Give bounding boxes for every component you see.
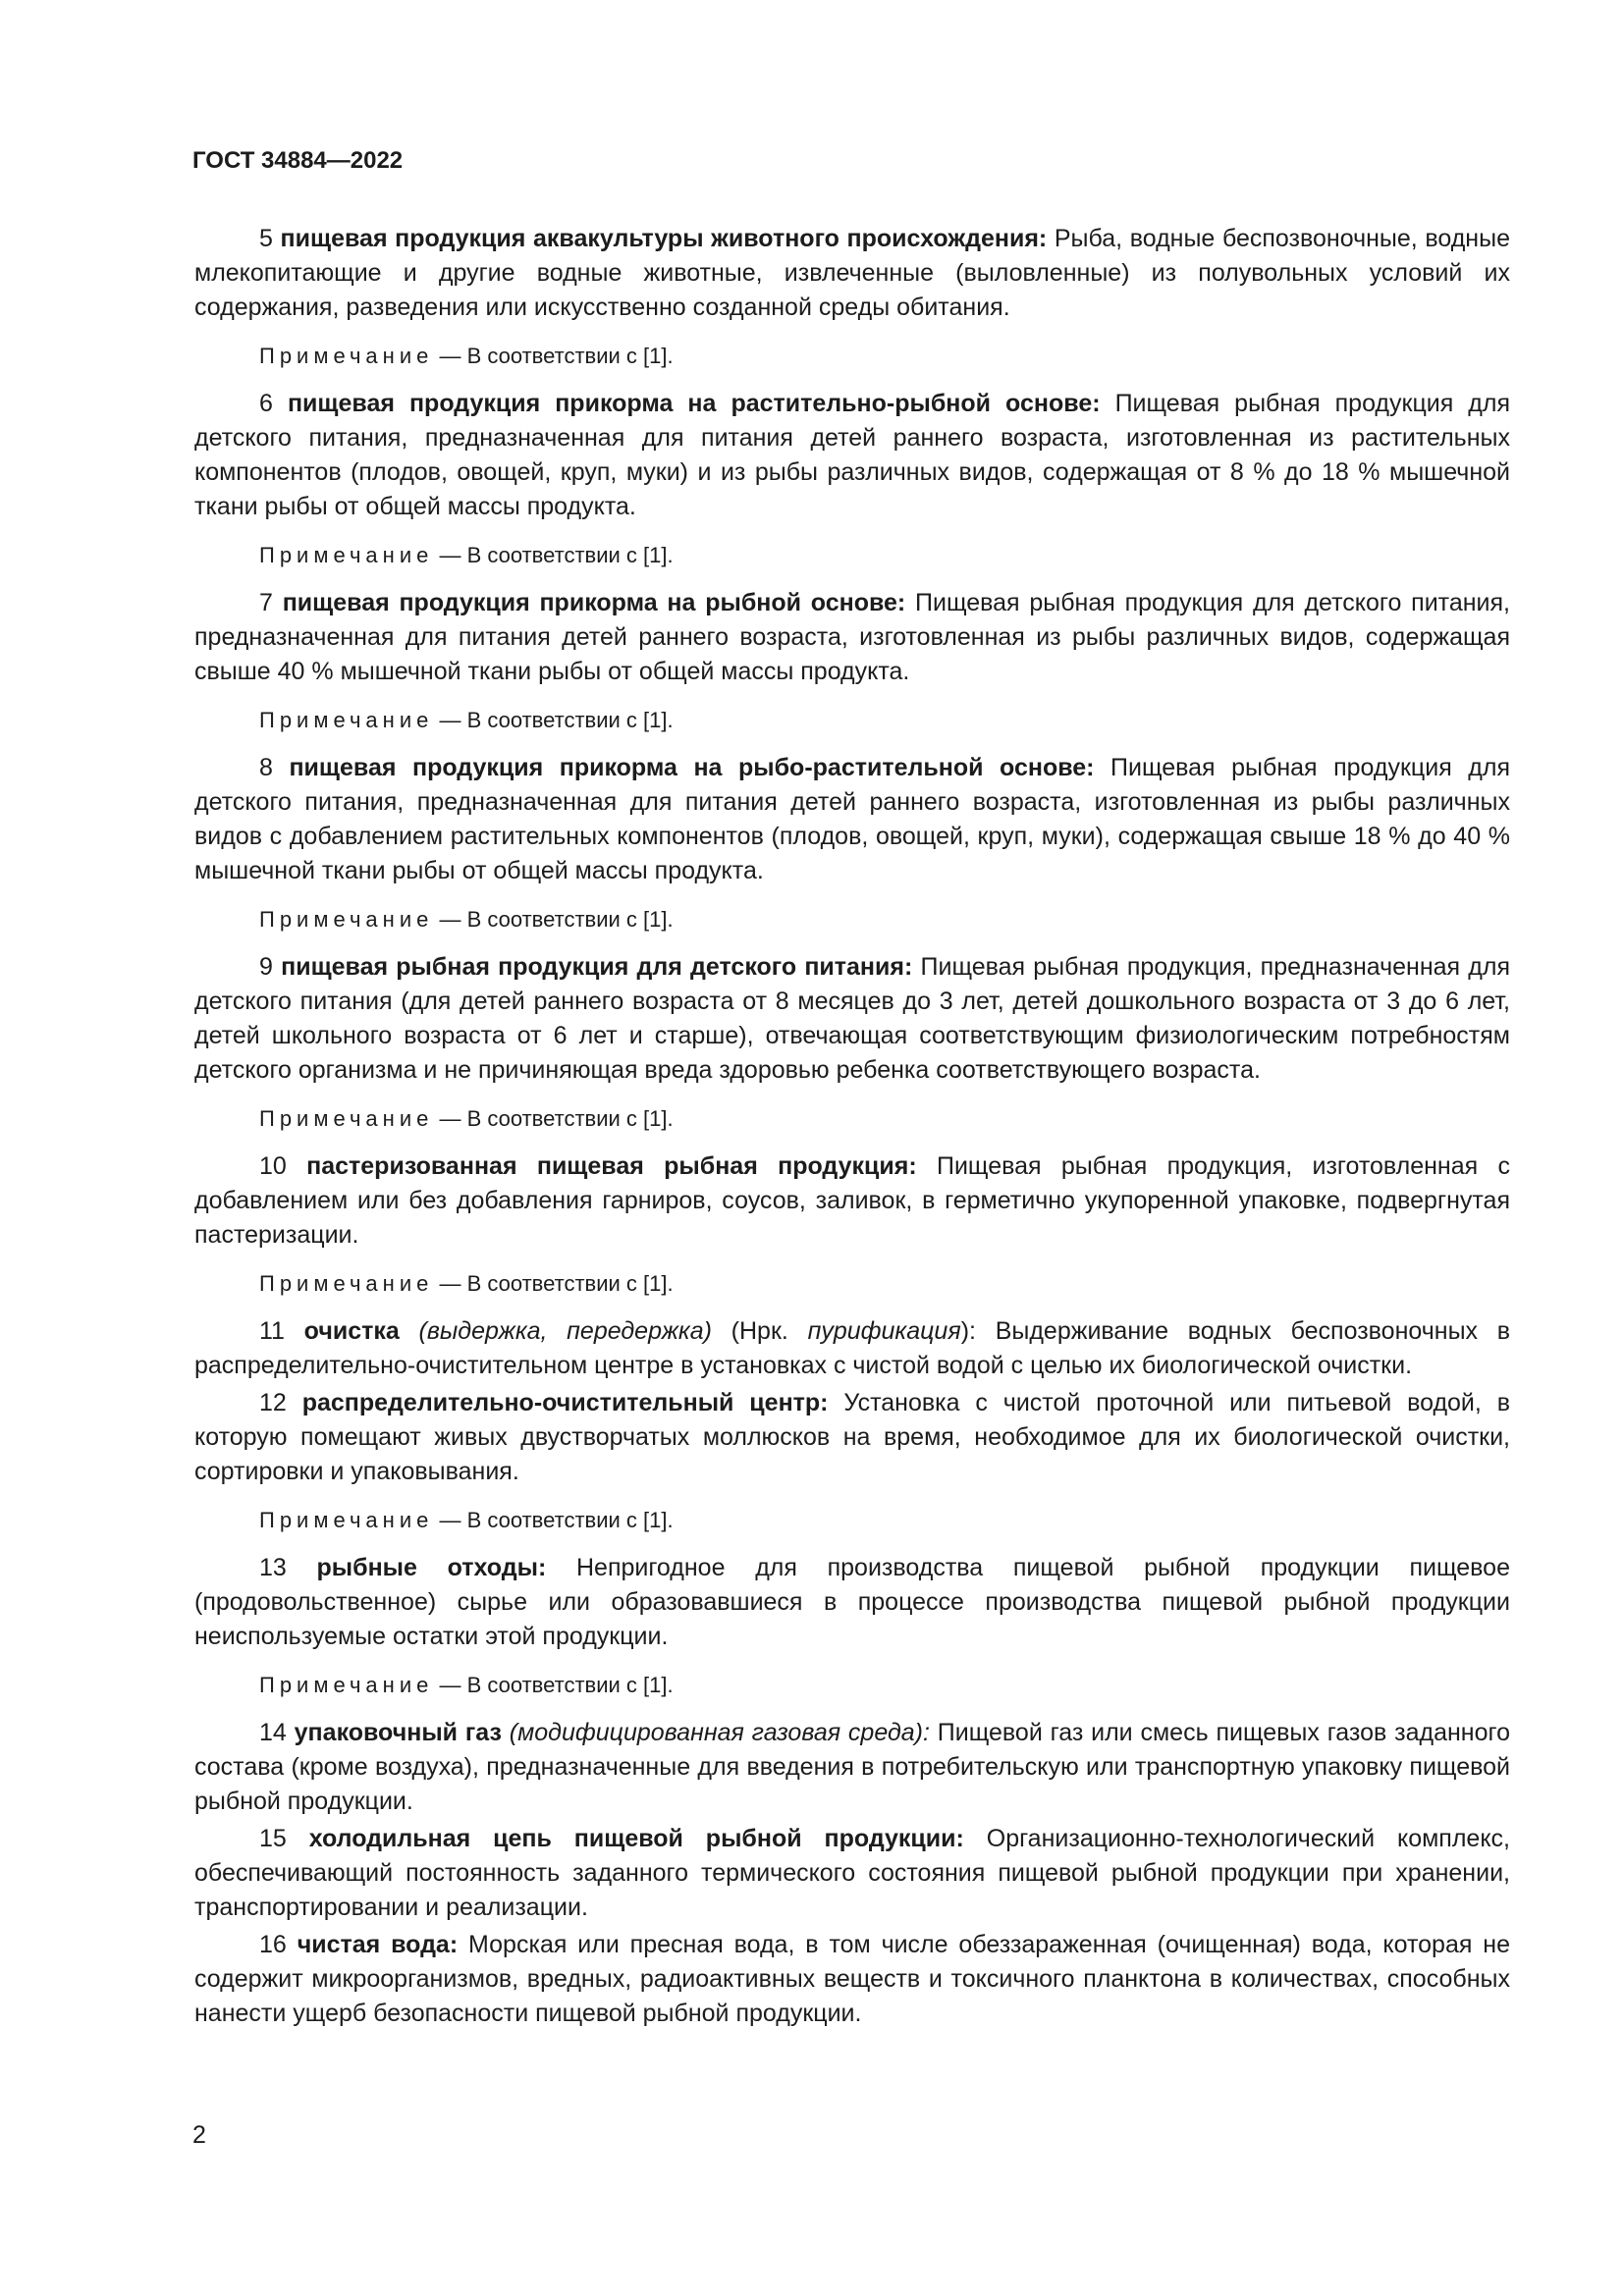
note	[194, 903, 1510, 935]
note-label: Примечание	[259, 344, 434, 368]
note-text: — В соответствии с [1].	[439, 1508, 674, 1532]
term-number: 6	[259, 390, 273, 417]
term-name: пищевая продукция аквакультуры животного происхождения:	[280, 225, 1048, 252]
term-synonyms: (выдержка, передержка)	[418, 1317, 712, 1345]
note	[194, 1267, 1510, 1300]
term-definition: Пищевая рыбная продукция для детского питания, предназначенная для питания детей раннего возраста, изготовленная из рыбы различных видов с добавлением растительных компонентов (плодов, овощей, круп, муки), содержащая свыше 18 % до 40 % мышечной ткани рыбы от общей массы продукта.	[194, 754, 1510, 884]
term-name: пастеризованная пищевая рыбная продукция:	[306, 1152, 917, 1180]
term-definition: Непригодное для производства пищевой рыбной продукции пищевое (продовольственное) сырье или образовавшиеся в процессе производства пищевой рыбной продукции неиспользуемые остатки этой продукции.	[194, 1554, 1510, 1650]
term-definition: Выдерживание водных беспозвоночных в распределительно-очистительном центре в установках с чистой водой с целью их биологической очистки.	[194, 1317, 1511, 1379]
note-label: Примечание	[259, 1508, 434, 1532]
term-definition: Организационно-технологический комплекс, обеспечивающий постоянность заданного термического состояния пищевой рыбной продукции при хранении, транспортировании и реализации.	[194, 1825, 1510, 1921]
term-name: очистка	[303, 1317, 400, 1345]
term-6	[194, 387, 1510, 524]
note-label: Примечание	[259, 1271, 434, 1296]
term-name: пищевая продукция прикорма на рыбной основе:	[282, 589, 906, 616]
term-11	[194, 1314, 1510, 1383]
note	[194, 1669, 1510, 1701]
term-definition: Пищевая рыбная продукция для детского питания, предназначенная для питания детей раннего возраста, изготовленная из рыбы различных видов, содержащая свыше 40 % мышечной ткани рыбы от общей массы продукта.	[194, 589, 1510, 685]
term-name: чистая вода:	[297, 1931, 459, 1958]
term-13	[194, 1551, 1510, 1654]
note-label: Примечание	[259, 543, 434, 567]
term-name: рыбные отходы:	[316, 1554, 547, 1581]
note-text: — В соответствии с [1].	[439, 344, 674, 368]
term-12	[194, 1386, 1510, 1489]
note-label: Примечание	[259, 907, 434, 932]
note	[194, 1102, 1510, 1135]
term-definition: Пищевая рыбная продукция, предназначенная для детского питания (для детей раннего возраста от 8 месяцев до 3 лет, детей дошкольного возраста от 3 до 6 лет, детей школьного возраста от 6 лет и старше), отвечающая соответствующим физиологическим потребностям детского организма и не причиняющая вреда здоровью ребенка соответствующего возраста.	[194, 953, 1510, 1084]
term-7	[194, 586, 1510, 689]
nrk-close: ):	[960, 1317, 976, 1345]
term-10	[194, 1149, 1510, 1253]
term-number: 5	[259, 225, 273, 252]
term-number: 9	[259, 953, 273, 981]
note-label: Примечание	[259, 708, 434, 732]
term-name: распределительно-очистительный центр:	[301, 1389, 829, 1416]
term-name: пищевая рыбная продукция для детского питания:	[281, 953, 913, 981]
term-15	[194, 1822, 1510, 1925]
note-text: — В соответствии с [1].	[439, 907, 674, 932]
term-definition: Пищевая рыбная продукция, изготовленная с добавлением или без добавления гарниров, соусов, заливок, в герметично укупоренной упаковке, подвергнутая пастеризации.	[194, 1152, 1510, 1249]
term-16	[194, 1928, 1510, 2031]
document-header: ГОСТ 34884—2022	[192, 147, 404, 174]
term-definition: Морская или пресная вода, в том числе обеззараженная (очищенная) вода, которая не содержит микроорганизмов, вредных, радиоактивных веществ и токсичного планктона в количествах, способных нанести ущерб безопасности пищевой рыбной продукции.	[194, 1931, 1510, 2027]
term-14	[194, 1716, 1510, 1819]
note	[194, 340, 1510, 372]
term-definition: Рыба, водные беспозвоночные, водные млекопитающие и другие водные животные, извлеченные (выловленные) из полувольных условий их содержания, разведения или искусственно созданной среды обитания.	[194, 225, 1510, 321]
term-number: 10	[259, 1152, 287, 1180]
page-number: 2	[192, 2121, 206, 2149]
term-number: 8	[259, 754, 273, 781]
note-text: — В соответствии с [1].	[439, 1673, 674, 1697]
nrk-term: пурификация	[807, 1317, 961, 1345]
term-8	[194, 751, 1510, 888]
term-definition: Пищевая рыбная продукция для детского питания, предназначенная для питания детей раннего возраста, изготовленная из растительных компонентов (плодов, овощей, круп, муки) и из рыбы различных видов, содержащая от 8 % до 18 % мышечной ткани рыбы от общей массы продукта.	[194, 390, 1511, 520]
term-number: 15	[259, 1825, 287, 1852]
note	[194, 539, 1510, 571]
term-number: 16	[259, 1931, 287, 1958]
note-text: — В соответствии с [1].	[439, 1271, 674, 1296]
nrk-label: (Нрк.	[731, 1317, 788, 1345]
term-name: пищевая продукция прикорма на растительно-рыбной основе:	[287, 390, 1101, 417]
note-label: Примечание	[259, 1673, 434, 1697]
term-number: 14	[259, 1719, 287, 1746]
note-text: — В соответствии с [1].	[439, 708, 674, 732]
term-definition: Установка с чистой проточной или питьевой водой, в которую помещают живых двустворчатых моллюсков на время, необходимое для их биологической очистки, сортировки и упаковывания.	[194, 1389, 1510, 1485]
term-name: пищевая продукция прикорма на рыбо-растительной основе:	[289, 754, 1095, 781]
terms-section	[194, 222, 1510, 2034]
term-number: 12	[259, 1389, 287, 1416]
term-number: 7	[259, 589, 273, 616]
term-synonyms: (модифицированная газовая среда):	[509, 1719, 930, 1746]
term-name: холодильная цепь пищевой рыбной продукции:	[308, 1825, 964, 1852]
term-5	[194, 222, 1510, 325]
note-label: Примечание	[259, 1106, 434, 1131]
note-text: — В соответствии с [1].	[439, 1106, 674, 1131]
term-definition: Пищевой газ или смесь пищевых газов заданного состава (кроме воздуха), предназначенные для введения в потребительскую или транспортную упаковку пищевой рыбной продукции.	[194, 1719, 1510, 1815]
term-9	[194, 950, 1510, 1088]
term-name: упаковочный газ	[294, 1719, 502, 1746]
note	[194, 704, 1510, 736]
term-number: 13	[259, 1554, 287, 1581]
note	[194, 1504, 1510, 1536]
note-text: — В соответствии с [1].	[439, 543, 674, 567]
term-number: 11	[259, 1317, 285, 1345]
